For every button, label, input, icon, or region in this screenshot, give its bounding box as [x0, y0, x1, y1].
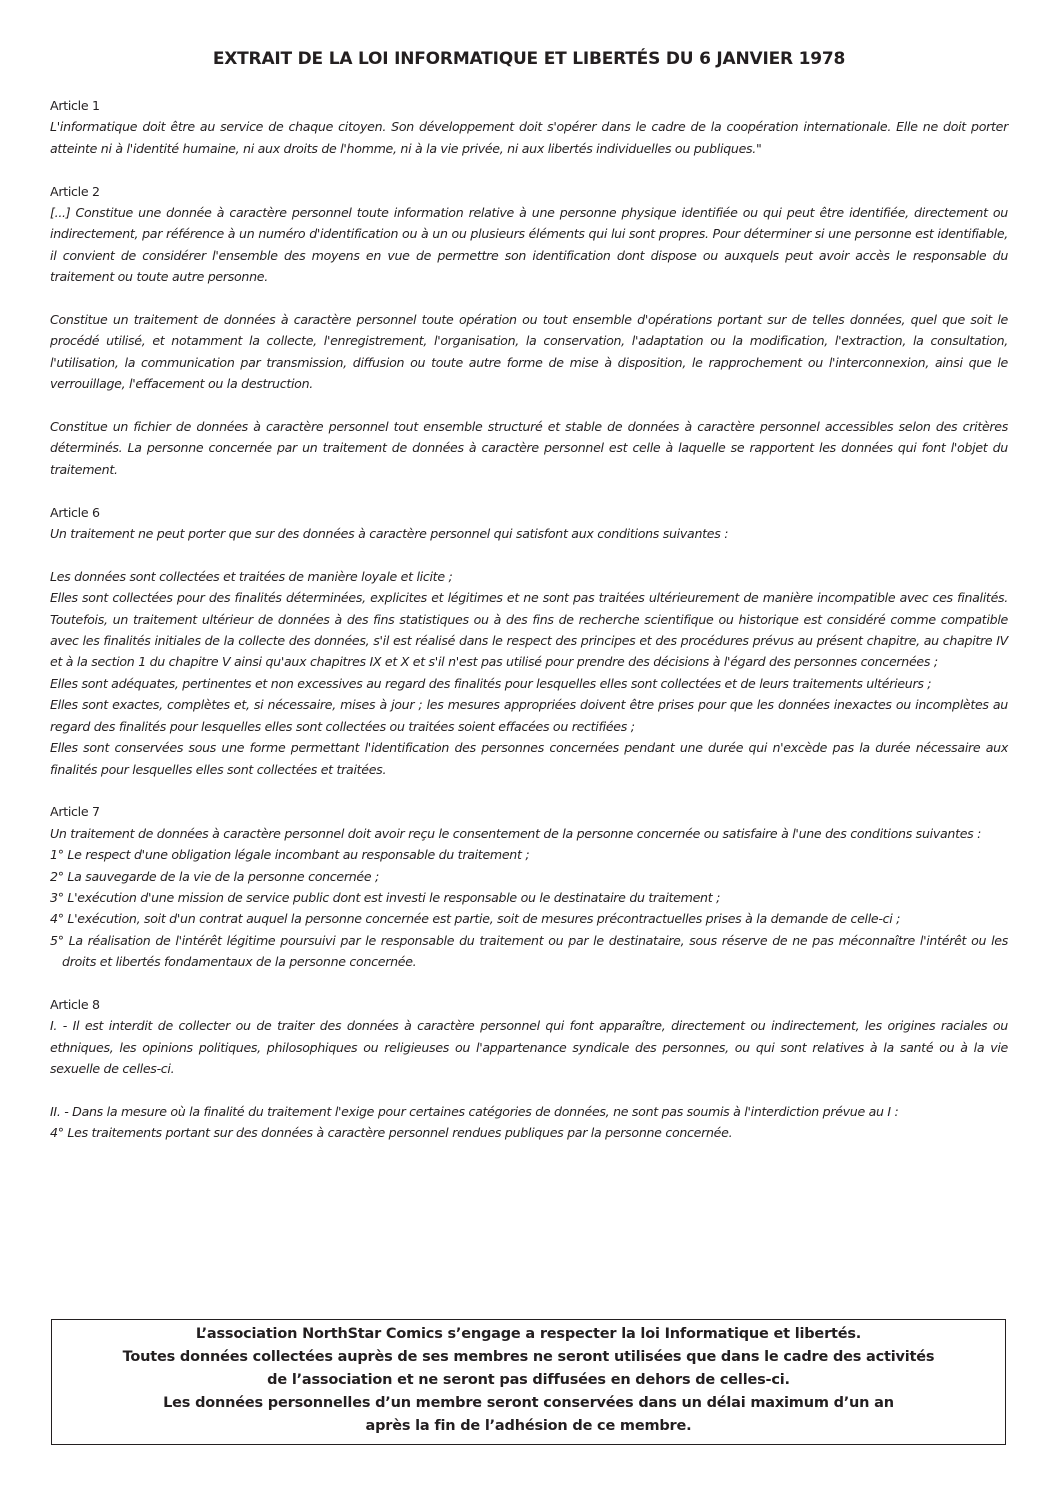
association-notice-box	[51, 1319, 1006, 1445]
notice-line: Toutes données collectées auprès de ses membres ne seront utilisées que dans le cadre des activités	[122, 1349, 935, 1365]
article-7-intro: Un traitement de données à caractère personnel doit avoir reçu le consentement de la personne concernée ou satisfaire à l'une des conditions suivantes :	[50, 825, 982, 841]
article-6-condition: Elles sont adéquates, pertinentes et non excessives au regard des finalités pour lesquelles elles sont collectées et de leurs traitements ultérieurs ;	[50, 675, 932, 691]
notice-line: Les données personnelles d’un membre seront conservées dans un délai maximum d’un an	[163, 1395, 894, 1411]
notice-line: après la fin de l’adhésion de ce membre.	[365, 1418, 692, 1434]
article-7-heading: Article 7	[50, 804, 100, 820]
article-2-paragraph-1: [...] Constitue une donnée à caractère personnel toute information relative à une personne physique identifiée ou qui peut être identifiée, directement ou indirectement, par référence à un numéro d'identification ou à un ou plusieurs éléments qui lui sont propres. Pour déterminer si une personne est identifiable, il convient de considérer l'ensemble des moyens en vue de permettre son identification dont dispose ou auxquels peut avoir accès le responsable du traitement ou toute autre personne.	[50, 205, 1008, 285]
article-2-heading: Article 2	[50, 183, 100, 199]
article-7-condition: 1° Le respect d'une obligation légale incombant au responsable du traitement ;	[50, 847, 530, 863]
article-8-paragraph-3: 4° Les traitements portant sur des données à caractère personnel rendues publiques par la personne concernée.	[50, 1125, 733, 1141]
article-6-heading: Article 6	[50, 504, 100, 520]
notice-line: de l’association et ne seront pas diffusées en dehors de celles-ci.	[267, 1372, 790, 1388]
article-7-condition: 2° La sauvegarde de la vie de la personne concernée ;	[50, 868, 379, 884]
article-2-paragraph-3: Constitue un fichier de données à caractère personnel tout ensemble structuré et stable de données à caractère personnel accessibles selon des critères déterminés. La personne concernée par un traitement de données à caractère personnel est celle à laquelle se rapportent les données qui font l'objet du traitement.	[50, 419, 1008, 477]
article-1-text: L'informatique doit être au service de chaque citoyen. Son développement doit s'opérer dans le cadre de la coopération internationale. Elle ne doit porter atteinte ni à l'identité humaine, ni aux droits de l'homme, ni à la vie privée, ni aux libertés individuelles ou publiques."	[50, 119, 1008, 156]
law-extract	[50, 95, 1008, 1144]
document-title: EXTRAIT DE LA LOI INFORMATIQUE ET LIBERTÉS DU 6 JANVIER 1978	[212, 49, 846, 69]
article-2-paragraph-2: Constitue un traitement de données à caractère personnel toute opération ou tout ensemble d'opérations portant sur de telles données, quel que soit le procédé utilisé, et notamment la collecte, l'enregistrement, l'organisation, la conservation, l'adaptation ou la modification, l'extraction, la consultation, l'utilisation, la communication par transmission, diffusion ou toute autre forme de mise à disposition, le rapprochement ou l'interconnexion, ainsi que le verrouillage, l'effacement ou la destruction.	[50, 312, 1008, 392]
article-6-condition: Elles sont conservées sous une forme permettant l'identification des personnes concernées pendant une durée qui n'excède pas la durée nécessaire aux finalités pour lesquelles elles sont collectées et traitées.	[50, 740, 1008, 777]
article-6-intro: Un traitement ne peut porter que sur des données à caractère personnel qui satisfont aux conditions suivantes :	[50, 526, 729, 542]
article-7-condition: 3° L'exécution d'une mission de service public dont est investi le responsable ou le destinataire du traitement ;	[50, 889, 721, 905]
article-6-condition: Elles sont collectées pour des finalités déterminées, explicites et légitimes et ne sont pas traitées ultérieurement de manière incompatible avec ces finalités. Toutefois, un traitement ultérieur de données à des fins statistiques ou à des fins de recherche scientifique ou historique est considéré comme compatible avec les finalités initiales de la collecte des données, s'il est réalisé dans le respect des principes et des procédures prévus au présent chapitre, au chapitre IV et à la section 1 du chapitre V ainsi qu'aux chapitres IX et X et s'il n'est pas utilisé pour prendre des décisions à l'égard des personnes concernées ;	[50, 590, 1008, 670]
notice-line: L’association NorthStar Comics s’engage a respecter la loi Informatique et libertés.	[195, 1326, 862, 1342]
article-6-condition: Elles sont exactes, complètes et, si nécessaire, mises à jour ; les mesures appropriées doivent être prises pour que les données inexactes ou incomplètes au regard des finalités pour lesquelles elles sont collectées ou traitées soient effacées ou rectifiées ;	[50, 697, 1008, 734]
article-8-paragraph-1: I. - Il est interdit de collecter ou de traiter des données à caractère personnel qui font apparaître, directement ou indirectement, les origines raciales ou ethniques, les opinions politiques, philosophiques ou religieuses ou l'appartenance syndicale des personnes, ou qui sont relatives à la santé ou à la vie sexuelle de celles-ci.	[50, 1018, 1008, 1077]
article-7-condition: 4° L'exécution, soit d'un contrat auquel la personne concernée est partie, soit de mesures précontractuelles prises à la demande de celle-ci ;	[50, 911, 901, 927]
article-1-heading: Article 1	[50, 98, 100, 113]
article-7-condition: 5° La réalisation de l'intérêt légitime poursuivi par le responsable du traitement ou par le destinataire, sous réserve de ne pas méconnaître l'intérêt ou les droits et libertés fondamentaux de la personne concernée.	[50, 932, 1008, 970]
article-8-heading: Article 8	[50, 996, 100, 1012]
article-6-condition: Les données sont collectées et traitées de manière loyale et licite ;	[50, 568, 453, 584]
article-8-paragraph-2: II. - Dans la mesure où la finalité du traitement l'exige pour certaines catégories de données, ne sont pas soumis à l'interdiction prévue au I :	[50, 1103, 899, 1119]
